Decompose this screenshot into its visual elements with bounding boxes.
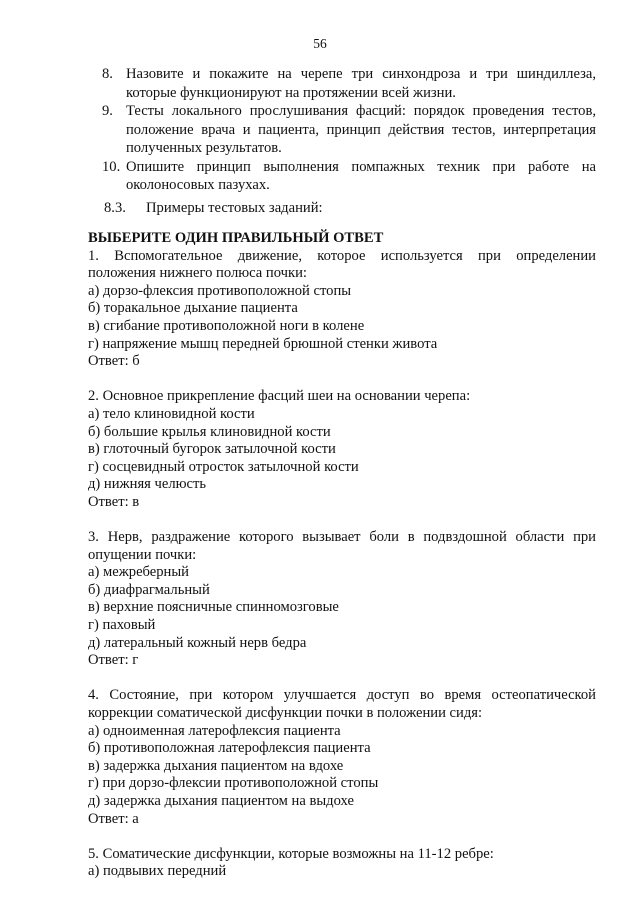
- test-question: 5. Соматические дисфункции, которые возможны на 11-12 ребре:: [88, 845, 494, 862]
- list-item: [102, 65, 596, 102]
- correct-answer: Ответ: г: [88, 652, 139, 669]
- test-question-block: [88, 687, 596, 828]
- answer-option: б) торакальное дыхание пациента: [88, 300, 298, 317]
- test-question: 3. Нерв, раздражение которого вызывает боли в подвздошной области при опущении почки:: [88, 529, 596, 563]
- section-number: 8.3.: [104, 200, 126, 216]
- answer-option: в) глоточный бугорок затылочной кости: [88, 441, 336, 458]
- instruction-heading: ВЫБЕРИТЕ ОДИН ПРАВИЛЬНЫЙ ОТВЕТ: [88, 230, 384, 246]
- answer-option: в) задержка дыхания пациентом на вдохе: [88, 757, 344, 774]
- answer-option: а) дорзо-флексия противоположной стопы: [88, 282, 352, 299]
- answer-option: г) напряжение мышц передней брюшной стенки живота: [88, 335, 438, 352]
- list-item: [102, 102, 596, 158]
- answer-option: в) верхние поясничные спинномозговые: [88, 599, 339, 616]
- test-question: 4. Состояние, при котором улучшается доступ во время остеопатической коррекции соматической дисфункции почки в положении сидя:: [88, 687, 596, 722]
- answer-option: д) задержка дыхания пациентом на выдохе: [88, 793, 354, 809]
- correct-answer: Ответ: б: [88, 353, 140, 370]
- test-question: 2. Основное прикрепление фасций шеи на основании черепа:: [88, 388, 471, 405]
- answer-option: г) при дорзо-флексии противоположной стопы: [88, 775, 379, 792]
- answer-option: б) большие крылья клиновидной кости: [88, 423, 331, 440]
- answer-option: д) латеральный кожный нерв бедра: [88, 634, 307, 651]
- section-title: Примеры тестовых заданий:: [146, 200, 323, 216]
- list-item-number: 10.: [102, 158, 121, 175]
- correct-answer: Ответ: а: [88, 810, 139, 827]
- answer-option: б) диафрагмальный: [88, 581, 210, 598]
- list-item: [102, 158, 596, 195]
- answer-option: г) паховый: [88, 617, 156, 634]
- answer-option: а) подвывих передний: [88, 863, 227, 880]
- list-item-number: 8.: [102, 66, 113, 82]
- questions-list: [102, 65, 596, 195]
- answer-option: а) одноименная латерофлексия пациента: [88, 722, 341, 739]
- answer-option: г) сосцевидный отросток затылочной кости: [88, 458, 359, 475]
- test-question-block: [88, 248, 596, 371]
- test-question: 1. Вспомогательное движение, которое используется при определении положения нижнего полюса почки:: [88, 247, 596, 282]
- section-heading: [104, 199, 323, 217]
- list-item-text: Назовите и покажите на черепе три синхондроза и три шиндиллеза, которые функционируют на протяжении всей жизни.: [126, 66, 596, 101]
- correct-answer: Ответ: в: [88, 493, 140, 510]
- answer-option: а) межреберный: [88, 564, 189, 581]
- list-item-text: Опишите принцип выполнения помпажных техник при работе на околоносовых пазухах.: [126, 158, 596, 193]
- answer-option: в) сгибание противоположной ноги в колене: [88, 317, 365, 334]
- answer-option: д) нижняя челюсть: [88, 476, 207, 493]
- answer-option: а) тело клиновидной кости: [88, 405, 255, 422]
- page-number: 56: [313, 36, 327, 51]
- test-question-block: [88, 846, 596, 881]
- test-question-block: [88, 388, 596, 511]
- test-tasks: [88, 230, 596, 881]
- list-item-number: 9.: [102, 103, 113, 119]
- answer-option: б) противоположная латерофлексия пациента: [88, 740, 371, 757]
- list-item-text: Тесты локального прослушивания фасций: порядок проведения тестов, положение врача и пациента, принцип действия тестов, интерпретация полученных результатов.: [126, 103, 596, 156]
- test-question-block: [88, 529, 596, 670]
